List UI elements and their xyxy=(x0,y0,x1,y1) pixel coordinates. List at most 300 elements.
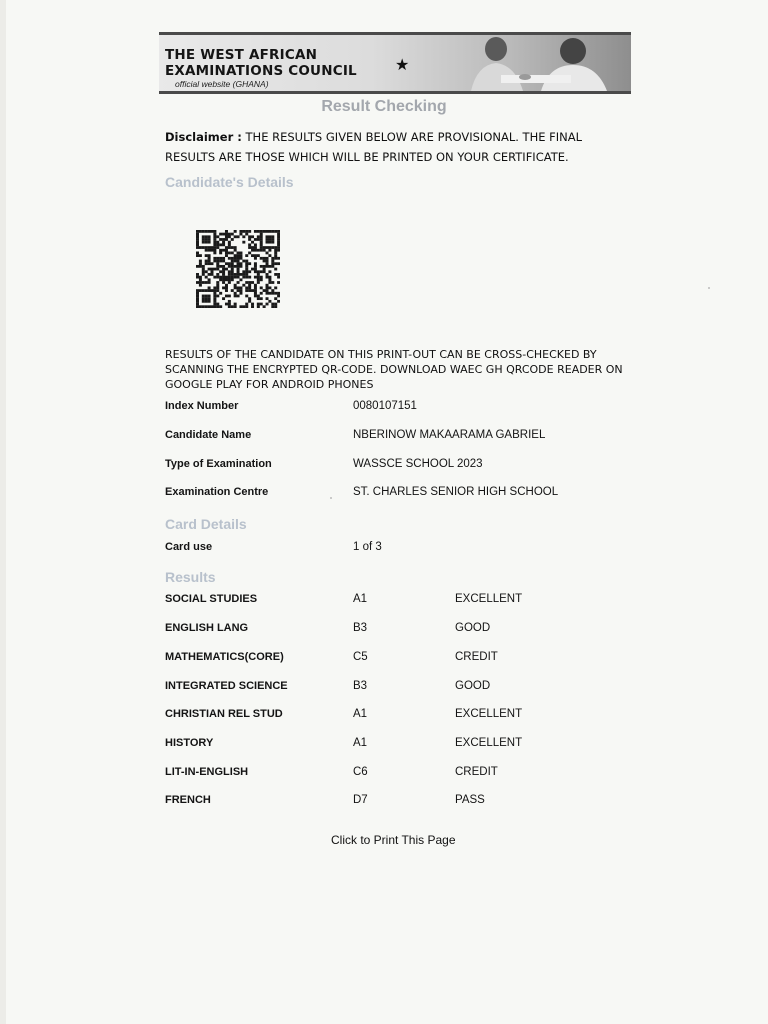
qr-module xyxy=(208,246,211,249)
qr-module xyxy=(202,230,205,233)
qr-module xyxy=(228,233,231,236)
qr-module xyxy=(274,273,277,276)
qr-module xyxy=(271,260,274,263)
candidate-name-row xyxy=(0,429,768,447)
qr-module xyxy=(271,235,274,238)
qr-module xyxy=(199,254,202,257)
qr-module xyxy=(213,276,216,279)
qr-module xyxy=(254,249,257,252)
field-label: Card use xyxy=(165,541,213,553)
qr-module xyxy=(196,265,199,268)
qr-module xyxy=(231,270,234,273)
qr-module xyxy=(216,262,219,265)
qr-module xyxy=(234,246,237,249)
qr-module xyxy=(251,249,254,252)
qr-module xyxy=(196,292,199,295)
qr-module xyxy=(254,254,257,257)
qr-module xyxy=(263,257,266,260)
banner-title-line1: THE WEST AFRICAN xyxy=(165,47,318,63)
qr-module xyxy=(257,254,260,257)
qr-code xyxy=(196,230,280,308)
qr-module xyxy=(213,252,216,255)
qr-module xyxy=(268,286,271,289)
qr-module xyxy=(271,238,274,241)
qr-module xyxy=(231,238,234,241)
qr-module xyxy=(266,252,269,255)
qr-module xyxy=(199,265,202,268)
qr-module xyxy=(266,297,269,300)
qr-module xyxy=(245,273,248,276)
qr-module xyxy=(266,284,269,287)
qr-module xyxy=(277,238,280,241)
qr-module xyxy=(266,241,269,244)
qr-module xyxy=(205,270,208,273)
qr-module xyxy=(234,235,237,238)
qr-module xyxy=(208,260,211,263)
qr-module xyxy=(277,262,280,265)
qr-module xyxy=(216,289,219,292)
qr-module xyxy=(199,305,202,308)
grade: A1 xyxy=(353,708,368,720)
qr-module xyxy=(231,276,234,279)
qr-module xyxy=(231,260,234,263)
subject: ENGLISH LANG xyxy=(165,622,249,634)
qr-module xyxy=(257,297,260,300)
qr-module xyxy=(210,262,213,265)
qr-module xyxy=(254,289,257,292)
qr-module xyxy=(242,270,245,273)
qr-module xyxy=(213,246,216,249)
qr-module xyxy=(245,303,248,306)
qr-module xyxy=(208,289,211,292)
qr-module xyxy=(228,241,231,244)
qr-module xyxy=(225,230,228,233)
qr-module xyxy=(234,254,237,257)
table-row xyxy=(0,651,768,669)
qr-module xyxy=(242,276,245,279)
qr-module xyxy=(242,284,245,287)
qr-module xyxy=(196,233,199,236)
qr-module xyxy=(234,295,237,298)
qr-module xyxy=(263,289,266,292)
page-title: Result Checking xyxy=(321,98,447,115)
qr-module xyxy=(208,249,211,252)
qr-module xyxy=(225,252,228,255)
subject: FRENCH xyxy=(165,794,211,806)
qr-module xyxy=(277,243,280,246)
table-row xyxy=(0,708,768,726)
qr-module xyxy=(228,300,231,303)
exam-type-value: WASSCE SCHOOL 2023 xyxy=(353,458,483,470)
exam-centre-row xyxy=(0,486,768,504)
candidate-details-heading: Candidate's Details xyxy=(165,174,294,190)
qr-module xyxy=(254,268,257,271)
qr-module xyxy=(263,270,266,273)
qr-module xyxy=(237,235,240,238)
qr-module xyxy=(234,260,237,263)
field-label: Index Number xyxy=(165,400,239,412)
exam-type-row xyxy=(0,458,768,476)
qr-module xyxy=(213,241,216,244)
qr-module xyxy=(263,265,266,268)
qr-module xyxy=(208,262,211,265)
qr-module xyxy=(239,286,242,289)
paper-speck xyxy=(330,497,332,499)
qr-module xyxy=(239,262,242,265)
remark: CREDIT xyxy=(455,651,498,663)
qr-module xyxy=(213,286,216,289)
qr-module xyxy=(213,249,216,252)
qr-module xyxy=(231,268,234,271)
qr-module xyxy=(225,295,228,298)
qr-module xyxy=(222,270,225,273)
qr-module xyxy=(222,268,225,271)
qr-module xyxy=(234,284,237,287)
qr-module xyxy=(251,305,254,308)
qr-module xyxy=(239,273,242,276)
qr-module xyxy=(268,246,271,249)
qr-module xyxy=(225,249,228,252)
disclaimer-label: Disclaimer : xyxy=(165,130,242,144)
qr-module xyxy=(228,252,231,255)
qr-module xyxy=(196,273,199,276)
qr-module xyxy=(266,265,269,268)
qr-module xyxy=(213,292,216,295)
qr-module xyxy=(202,297,205,300)
qr-module xyxy=(228,278,231,281)
qr-module xyxy=(234,286,237,289)
qr-module xyxy=(208,297,211,300)
qr-module xyxy=(228,265,231,268)
qr-module xyxy=(248,238,251,241)
card-use-row xyxy=(0,541,768,559)
qr-module xyxy=(239,289,242,292)
qr-module xyxy=(245,295,248,298)
qr-module xyxy=(248,230,251,233)
qr-module xyxy=(242,230,245,233)
qr-module xyxy=(228,273,231,276)
qr-module xyxy=(277,300,280,303)
qr-module xyxy=(216,268,219,271)
index-number-value: 0080107151 xyxy=(353,400,417,412)
qr-module xyxy=(234,265,237,268)
qr-module xyxy=(268,238,271,241)
qr-module xyxy=(257,276,260,279)
qr-module xyxy=(205,281,208,284)
qr-module xyxy=(210,270,213,273)
qr-module xyxy=(219,249,222,252)
qr-module xyxy=(222,260,225,263)
qr-module xyxy=(277,292,280,295)
qr-module xyxy=(268,276,271,279)
qr-module xyxy=(274,246,277,249)
print-page-link[interactable]: Click to Print This Page xyxy=(331,833,456,847)
qr-module xyxy=(205,249,208,252)
qr-module xyxy=(268,254,271,257)
grade: B3 xyxy=(353,622,368,634)
qr-module xyxy=(216,276,219,279)
qr-module xyxy=(242,273,245,276)
qr-module xyxy=(208,230,211,233)
qr-module xyxy=(271,230,274,233)
remark: EXCELLENT xyxy=(455,737,523,749)
qr-module xyxy=(208,241,211,244)
qr-module xyxy=(277,281,280,284)
qr-module xyxy=(245,260,248,263)
table-row xyxy=(0,622,768,640)
qr-module xyxy=(234,273,237,276)
qr-module xyxy=(196,246,199,249)
qr-module xyxy=(248,300,251,303)
qr-module xyxy=(274,249,277,252)
qr-module xyxy=(231,233,234,236)
qr-module xyxy=(248,235,251,238)
qr-module xyxy=(251,235,254,238)
qr-module xyxy=(277,276,280,279)
qr-module xyxy=(239,265,242,268)
qr-module xyxy=(263,230,266,233)
qr-module xyxy=(242,241,245,244)
qr-module xyxy=(216,241,219,244)
qr-module xyxy=(199,262,202,265)
qr-module xyxy=(199,278,202,281)
qr-module xyxy=(228,281,231,284)
qr-module xyxy=(239,252,242,255)
table-row xyxy=(0,680,768,698)
qr-module xyxy=(231,252,234,255)
qr-module xyxy=(222,241,225,244)
qr-module xyxy=(263,246,266,249)
qr-module xyxy=(205,300,208,303)
banner-subtitle: official website (GHANA) xyxy=(175,79,269,89)
qr-module xyxy=(274,286,277,289)
qr-module xyxy=(242,235,245,238)
qr-module xyxy=(208,257,211,260)
qr-module xyxy=(257,238,260,241)
qr-module xyxy=(263,249,266,252)
qr-module xyxy=(260,278,263,281)
qr-module xyxy=(225,268,228,271)
star-icon: ★ xyxy=(395,57,410,74)
qr-module xyxy=(248,297,251,300)
qr-module xyxy=(263,268,266,271)
qr-module xyxy=(219,243,222,246)
qr-module xyxy=(205,260,208,263)
qr-module xyxy=(254,265,257,268)
qr-module xyxy=(248,286,251,289)
qr-module xyxy=(260,230,263,233)
qr-module xyxy=(271,246,274,249)
qr-module xyxy=(239,254,242,257)
qr-module xyxy=(260,233,263,236)
index-number-row xyxy=(0,400,768,418)
card-use-value: 1 of 3 xyxy=(353,541,382,553)
qr-module xyxy=(202,300,205,303)
remark: GOOD xyxy=(455,680,491,692)
qr-module xyxy=(208,281,211,284)
subject: HISTORY xyxy=(165,737,214,749)
waec-banner xyxy=(159,32,631,94)
card-details-heading: Card Details xyxy=(165,516,247,532)
qr-module xyxy=(225,276,228,279)
qr-module xyxy=(213,303,216,306)
qr-module xyxy=(242,305,245,308)
qr-module xyxy=(210,249,213,252)
remark: CREDIT xyxy=(455,766,498,778)
grade: A1 xyxy=(353,737,368,749)
qr-module xyxy=(228,257,231,260)
qr-module xyxy=(205,241,208,244)
qr-module xyxy=(219,305,222,308)
paper-edge xyxy=(0,0,6,1024)
qr-module xyxy=(202,295,205,298)
qr-module xyxy=(219,292,222,295)
qr-module xyxy=(219,257,222,260)
qr-module xyxy=(225,233,228,236)
qr-module xyxy=(208,305,211,308)
qr-module xyxy=(213,243,216,246)
qr-module xyxy=(208,273,211,276)
qr-module xyxy=(213,235,216,238)
qr-module xyxy=(208,295,211,298)
qr-module xyxy=(245,233,248,236)
qr-module xyxy=(245,276,248,279)
paper-speck xyxy=(708,287,710,289)
qr-module xyxy=(254,284,257,287)
qr-module xyxy=(268,265,271,268)
qr-module xyxy=(222,297,225,300)
qr-module xyxy=(245,268,248,271)
qr-module xyxy=(237,281,240,284)
qr-module xyxy=(277,233,280,236)
qr-module xyxy=(213,295,216,298)
qr-module xyxy=(248,246,251,249)
qr-module xyxy=(271,241,274,244)
qr-module xyxy=(266,276,269,279)
qr-module xyxy=(277,295,280,298)
qr-module xyxy=(205,238,208,241)
banner-title-line2: EXAMINATIONS COUNCIL xyxy=(165,63,357,79)
qr-module xyxy=(199,246,202,249)
remark: GOOD xyxy=(455,622,491,634)
qr-module xyxy=(216,265,219,268)
qr-module xyxy=(237,265,240,268)
qr-module xyxy=(228,262,231,265)
students-photo xyxy=(441,35,631,91)
qr-module xyxy=(210,268,213,271)
qr-module xyxy=(260,238,263,241)
qr-module xyxy=(248,284,251,287)
qr-module xyxy=(251,281,254,284)
qr-module xyxy=(228,305,231,308)
qr-module xyxy=(228,295,231,298)
qr-module xyxy=(237,262,240,265)
qr-module xyxy=(237,276,240,279)
qr-module xyxy=(225,254,228,257)
qr-module xyxy=(219,270,222,273)
qr-module xyxy=(277,241,280,244)
qr-module xyxy=(266,303,269,306)
qr-module xyxy=(225,289,228,292)
qr-module xyxy=(202,241,205,244)
qr-module xyxy=(216,303,219,306)
qr-module xyxy=(219,276,222,279)
disclaimer xyxy=(165,127,635,167)
qr-module xyxy=(234,303,237,306)
qr-module xyxy=(257,281,260,284)
qr-module xyxy=(219,238,222,241)
qr-module xyxy=(216,295,219,298)
qr-module xyxy=(248,270,251,273)
field-label: Examination Centre xyxy=(165,486,269,498)
qr-module xyxy=(202,289,205,292)
exam-centre-value: ST. CHARLES SENIOR HIGH SCHOOL xyxy=(353,486,559,498)
qr-module xyxy=(257,305,260,308)
qr-module xyxy=(257,235,260,238)
qr-module xyxy=(222,243,225,246)
qr-module xyxy=(254,286,257,289)
qr-module xyxy=(237,273,240,276)
qr-module xyxy=(216,235,219,238)
qr-module xyxy=(202,268,205,271)
qr-module xyxy=(277,273,280,276)
qr-module xyxy=(213,257,216,260)
qr-module xyxy=(274,262,277,265)
qr-module xyxy=(196,300,199,303)
qr-module xyxy=(225,246,228,249)
qr-module xyxy=(225,238,228,241)
candidate-name-value: NBERINOW MAKAARAMA GABRIEL xyxy=(353,429,546,441)
qr-module xyxy=(271,289,274,292)
qr-module xyxy=(274,254,277,257)
qr-module xyxy=(208,278,211,281)
qr-module xyxy=(245,254,248,257)
qr-module xyxy=(268,278,271,281)
qr-module xyxy=(266,262,269,265)
qr-module xyxy=(208,268,211,271)
qr-module xyxy=(251,246,254,249)
qr-module xyxy=(245,270,248,273)
qr-module xyxy=(213,260,216,263)
qr-module xyxy=(268,270,271,273)
qr-module xyxy=(222,233,225,236)
qr-module xyxy=(274,292,277,295)
qr-module xyxy=(254,238,257,241)
qr-module xyxy=(210,305,213,308)
qr-module xyxy=(239,292,242,295)
qr-module xyxy=(271,305,274,308)
qr-module xyxy=(205,289,208,292)
qr-module xyxy=(196,254,199,257)
qr-module xyxy=(205,235,208,238)
qr-module xyxy=(268,292,271,295)
qr-module xyxy=(196,230,199,233)
qr-module xyxy=(222,257,225,260)
qr-module xyxy=(248,289,251,292)
grade: C6 xyxy=(353,766,368,778)
subject: SOCIAL STUDIES xyxy=(165,593,258,605)
qr-module xyxy=(231,278,234,281)
qr-module xyxy=(248,262,251,265)
qr-module xyxy=(274,257,277,260)
qr-module xyxy=(271,262,274,265)
qr-module xyxy=(213,238,216,241)
remark: EXCELLENT xyxy=(455,593,523,605)
table-row xyxy=(0,593,768,611)
subject: CHRISTIAN REL STUD xyxy=(165,708,283,720)
qr-module xyxy=(219,260,222,263)
qr-module xyxy=(277,249,280,252)
